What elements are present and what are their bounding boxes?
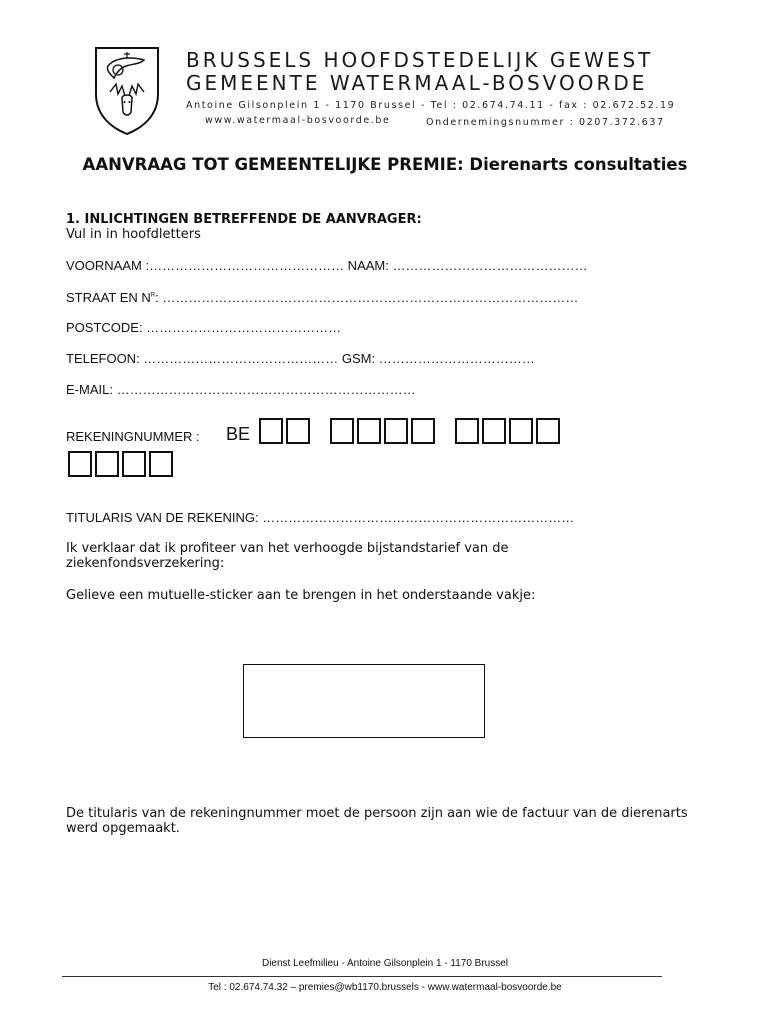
sticker-instruction: Gelieve een mutuelle-sticker aan te brengen in het onderstaande vakje: [66, 588, 536, 603]
header-address: Antoine Gilsonplein 1 - 1170 Brussel - Tel : 02.674.74.11 - fax : 02.672.52.19 [186, 100, 676, 111]
form-title: AANVRAAG TOT GEMEENTELIJKE PREMIE: Dierenarts consultaties [82, 155, 688, 174]
account-holder-field[interactable]: TITULARIS VAN DE REKENING: ……………………………………………………………… [66, 510, 575, 525]
account-digit-box[interactable] [455, 418, 479, 444]
account-digit-box[interactable] [122, 451, 146, 477]
section-heading: 1. INLICHTINGEN BETREFFENDE DE AANVRAGER: [66, 212, 422, 227]
account-digit-box[interactable] [286, 418, 310, 444]
footer-contact: Tel : 02.674.74.32 – premies@wb1170.brussels - www.watermaal-bosvoorde.be [208, 982, 562, 993]
account-digit-box[interactable] [357, 418, 381, 444]
phone-gsm-field[interactable]: TELEFOON: ……………………………………… GSM: ……………………………… [66, 351, 535, 366]
account-group-4 [68, 451, 176, 477]
account-digit-box[interactable] [330, 418, 354, 444]
street-label: STRAAT EN N [66, 290, 151, 305]
account-group-2 [330, 418, 438, 444]
account-group-3 [455, 418, 563, 444]
account-digit-box[interactable] [482, 418, 506, 444]
account-prefix: BE [226, 424, 251, 444]
account-digit-box[interactable] [149, 451, 173, 477]
header-municipality: GEMEENTE WATERMAAL-BOSVOORDE [186, 71, 648, 95]
section-instruction: Vul in in hoofdletters [66, 227, 201, 242]
footer-divider [62, 976, 662, 977]
header-website: www.watermaal-bosvoorde.be [205, 115, 391, 126]
postcode-field[interactable]: POSTCODE: ……………………………………… [66, 320, 342, 335]
account-group-1 [259, 418, 313, 444]
account-number-label: REKENINGNUMMER : [66, 429, 200, 444]
street-field[interactable] [66, 290, 578, 305]
header-company-number: Ondernemingsnummer : 0207.372.637 [426, 117, 665, 128]
footer-service: Dienst Leefmilieu - Antoine Gilsonplein 1 - 1170 Brussel [261, 958, 509, 969]
account-holder-note: De titularis van de rekeningnummer moet de persoon zijn aan wie de factuur van de dierenarts werd opgemaakt. [66, 806, 688, 836]
account-digit-box[interactable] [68, 451, 92, 477]
sticker-box[interactable] [243, 664, 485, 738]
account-digit-box[interactable] [411, 418, 435, 444]
account-digit-box[interactable] [384, 418, 408, 444]
municipal-crest-logo [92, 44, 162, 136]
header-region: BRUSSELS HOOFDSTEDELIJK GEWEST [186, 48, 654, 72]
account-digit-box[interactable] [536, 418, 560, 444]
firstname-lastname-field[interactable]: VOORNAAM :……………………………………… NAAM: ……………………………………… [66, 258, 588, 273]
account-boxes-row1 [259, 418, 575, 444]
email-field[interactable]: E-MAIL: …………………………………………………………… [66, 382, 416, 397]
account-digit-box[interactable] [509, 418, 533, 444]
declaration-text: Ik verklaar dat ik profiteer van het verhoogde bijstandstarief van de ziekenfondsverzekering: [66, 541, 509, 571]
account-digit-box[interactable] [95, 451, 119, 477]
account-digit-box[interactable] [259, 418, 283, 444]
street-label-superscript: R [150, 292, 156, 299]
account-boxes-row2 [68, 451, 188, 477]
street-dots: : …………………………………………………………………………………… [155, 290, 579, 305]
